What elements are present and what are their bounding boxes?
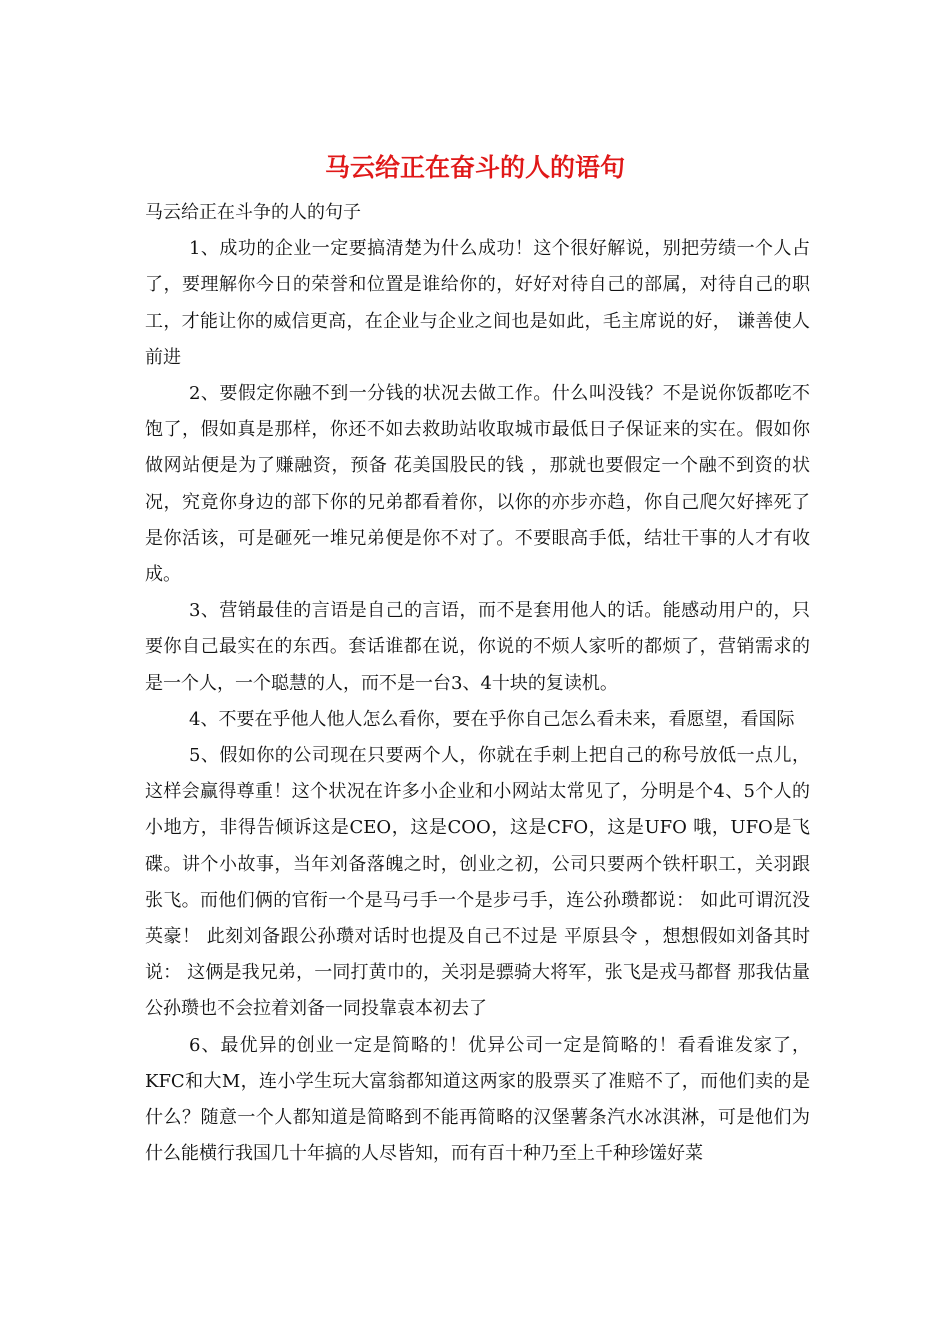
document-title: 马云给正在奋斗的人的语句 — [324, 153, 625, 182]
paragraph-1: 1、成功的企业一定要搞清楚为什么成功！这个很好解说，别把劳绩一个人占了，要理解你今日的荣誉和位置是谁给你的，好好对待自己的部属，对待自己的职工，才能让你的威信更高，在企业与企业之间也是如此，毛主席说的好， 谦善使人前进 — [145, 238, 810, 368]
document-subtitle: 马云给正在斗争的人的句子 — [145, 202, 361, 223]
paragraph-6: 6、最优异的创业一定是简略的！优异公司一定是简略的！看看谁发家了，KFC和大M，连小学生玩大富翁都知道这两家的股票买了准赔不了，而他们卖的是什么？随意一个人都知道是简略到不能再简略的汉堡薯条汽水冰淇淋，可是他们为什么能横行我国几十年搞的人尽皆知，而有百十种乃至上千种珍馐好菜 — [145, 1034, 810, 1165]
paragraph-4: 4、不要在乎他人他人怎么看你，要在乎你自己怎么看未来，看愿望，看国际 — [189, 708, 795, 730]
document-body — [145, 195, 810, 1172]
paragraph-5: 5、假如你的公司现在只要两个人，你就在手刺上把自己的称号放低一点儿，这样会赢得尊重！这个状况在许多小企业和小网站太常见了，分明是个4、5个人的小地方，非得告倾诉这是CEO，这是COO，这是CFO，这是UFO 哦，UFO是飞碟。讲个小故事，当年刘备落魄之时，创业之初，公司只要两个铁杆职工，关羽跟张飞。而他们俩的官衔一个是马弓手一个是步弓手，连公孙瓒都说： 如此可谓沉没英豪！ 此刻刘备跟公孙瓒对话时也提及自己不过是 平原县令 ，想想假如刘备其时说： 这俩是我兄弟，一同打黄巾的，关羽是骠骑大将军，张飞是戎马都督 那我估量公孙瓒也不会拉着刘备一同投靠袁本初去了 — [145, 745, 810, 1020]
paragraph-3: 3、营销最佳的言语是自己的言语，而不是套用他人的话。能感动用户的，只要你自己最实在的东西。套话谁都在说，你说的不烦人家听的都烦了，营销需求的是一个人，一个聪慧的人，而不是一台3、4十块的复读机。 — [145, 600, 810, 694]
paragraph-2: 2、要假定你融不到一分钱的状况去做工作。什么叫没钱？不是说你饭都吃不饱了，假如真是那样，你还不如去救助站收取城市最低日子保证来的实在。假如你做网站便是为了赚融资，预备 花美国股民的钱 ，那就也要假定一个融不到资的状况，究竟你身边的部下你的兄弟都看着你，以你的亦步亦趋，你自己爬欠好摔死了是你活该，可是砸死一堆兄弟便是你不对了。不要眼高手低，结壮干事的人才有收成。 — [145, 383, 810, 586]
